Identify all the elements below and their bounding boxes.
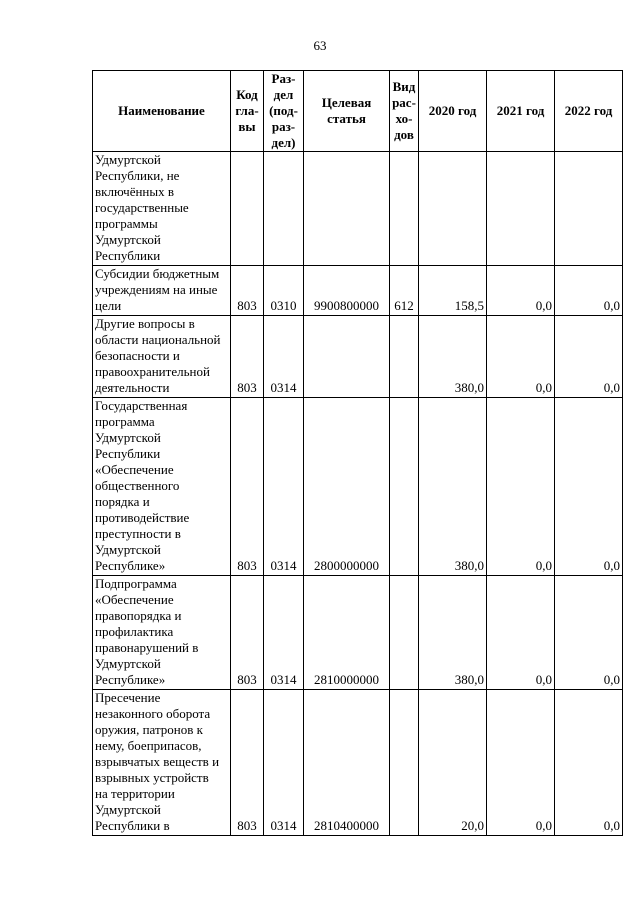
row-expense-type [390, 316, 419, 398]
row-chapter-code: 803 [231, 576, 264, 690]
table-row [93, 316, 623, 398]
row-target-article: 2810400000 [304, 690, 390, 836]
table-row [93, 576, 623, 690]
row-chapter-code [231, 152, 264, 266]
header-target-article: Целевая статья [304, 71, 390, 152]
row-target-article: 2800000000 [304, 398, 390, 576]
budget-table [92, 70, 623, 836]
row-amount-2022: 0,0 [555, 266, 623, 316]
row-section: 0314 [264, 398, 304, 576]
row-section [264, 152, 304, 266]
table-row [93, 152, 623, 266]
row-section: 0314 [264, 690, 304, 836]
row-expense-type [390, 690, 419, 836]
row-name: Субсидии бюджетным учреждениям на иные цели [93, 266, 231, 316]
row-expense-type [390, 398, 419, 576]
page-number: 63 [313, 38, 327, 53]
row-section: 0314 [264, 316, 304, 398]
row-name: Удмуртской Республики, не включённых в государственные программы Удмуртской Республики [93, 152, 231, 266]
row-amount-2022 [555, 152, 623, 266]
row-amount-2020: 20,0 [419, 690, 487, 836]
row-amount-2022: 0,0 [555, 316, 623, 398]
header-row [93, 71, 623, 152]
header-name: Наименование [93, 71, 231, 152]
header-section: Раз- дел (под- раз- дел) [264, 71, 304, 152]
row-chapter-code: 803 [231, 398, 264, 576]
row-name: Пресечение незаконного оборота оружия, патронов к нему, боеприпасов, взрывчатых веществ и взрывных устройств на территории Удмуртской Республики в [93, 690, 231, 836]
row-section: 0314 [264, 576, 304, 690]
row-chapter-code: 803 [231, 316, 264, 398]
table-row [93, 398, 623, 576]
row-amount-2021 [487, 152, 555, 266]
row-amount-2021: 0,0 [487, 398, 555, 576]
row-amount-2021: 0,0 [487, 690, 555, 836]
row-amount-2021: 0,0 [487, 266, 555, 316]
row-name: Подпрограмма «Обеспечение правопорядка и профилактика правонарушений в Удмуртской Республике» [93, 576, 231, 690]
row-amount-2020: 380,0 [419, 576, 487, 690]
row-amount-2022: 0,0 [555, 690, 623, 836]
row-amount-2021: 0,0 [487, 316, 555, 398]
row-amount-2020: 380,0 [419, 316, 487, 398]
header-year-2020: 2020 год [419, 71, 487, 152]
row-target-article [304, 316, 390, 398]
table-row [93, 690, 623, 836]
row-target-article [304, 152, 390, 266]
row-expense-type [390, 576, 419, 690]
header-chapter-code: Код гла- вы [231, 71, 264, 152]
row-amount-2020 [419, 152, 487, 266]
header-year-2021: 2021 год [487, 71, 555, 152]
row-section: 0310 [264, 266, 304, 316]
row-expense-type: 612 [390, 266, 419, 316]
header-year-2022: 2022 год [555, 71, 623, 152]
row-name: Государственная программа Удмуртской Республики «Обеспечение общественного порядка и противодействие преступности в Удмуртской Республике» [93, 398, 231, 576]
row-chapter-code: 803 [231, 266, 264, 316]
table-row [93, 266, 623, 316]
row-amount-2020: 158,5 [419, 266, 487, 316]
row-amount-2020: 380,0 [419, 398, 487, 576]
row-amount-2022: 0,0 [555, 576, 623, 690]
header-expense-type: Вид рас- хо- дов [390, 71, 419, 152]
row-expense-type [390, 152, 419, 266]
row-name: Другие вопросы в области национальной безопасности и правоохранительной деятельности [93, 316, 231, 398]
row-amount-2022: 0,0 [555, 398, 623, 576]
row-target-article: 2810000000 [304, 576, 390, 690]
row-chapter-code: 803 [231, 690, 264, 836]
row-target-article: 9900800000 [304, 266, 390, 316]
row-amount-2021: 0,0 [487, 576, 555, 690]
